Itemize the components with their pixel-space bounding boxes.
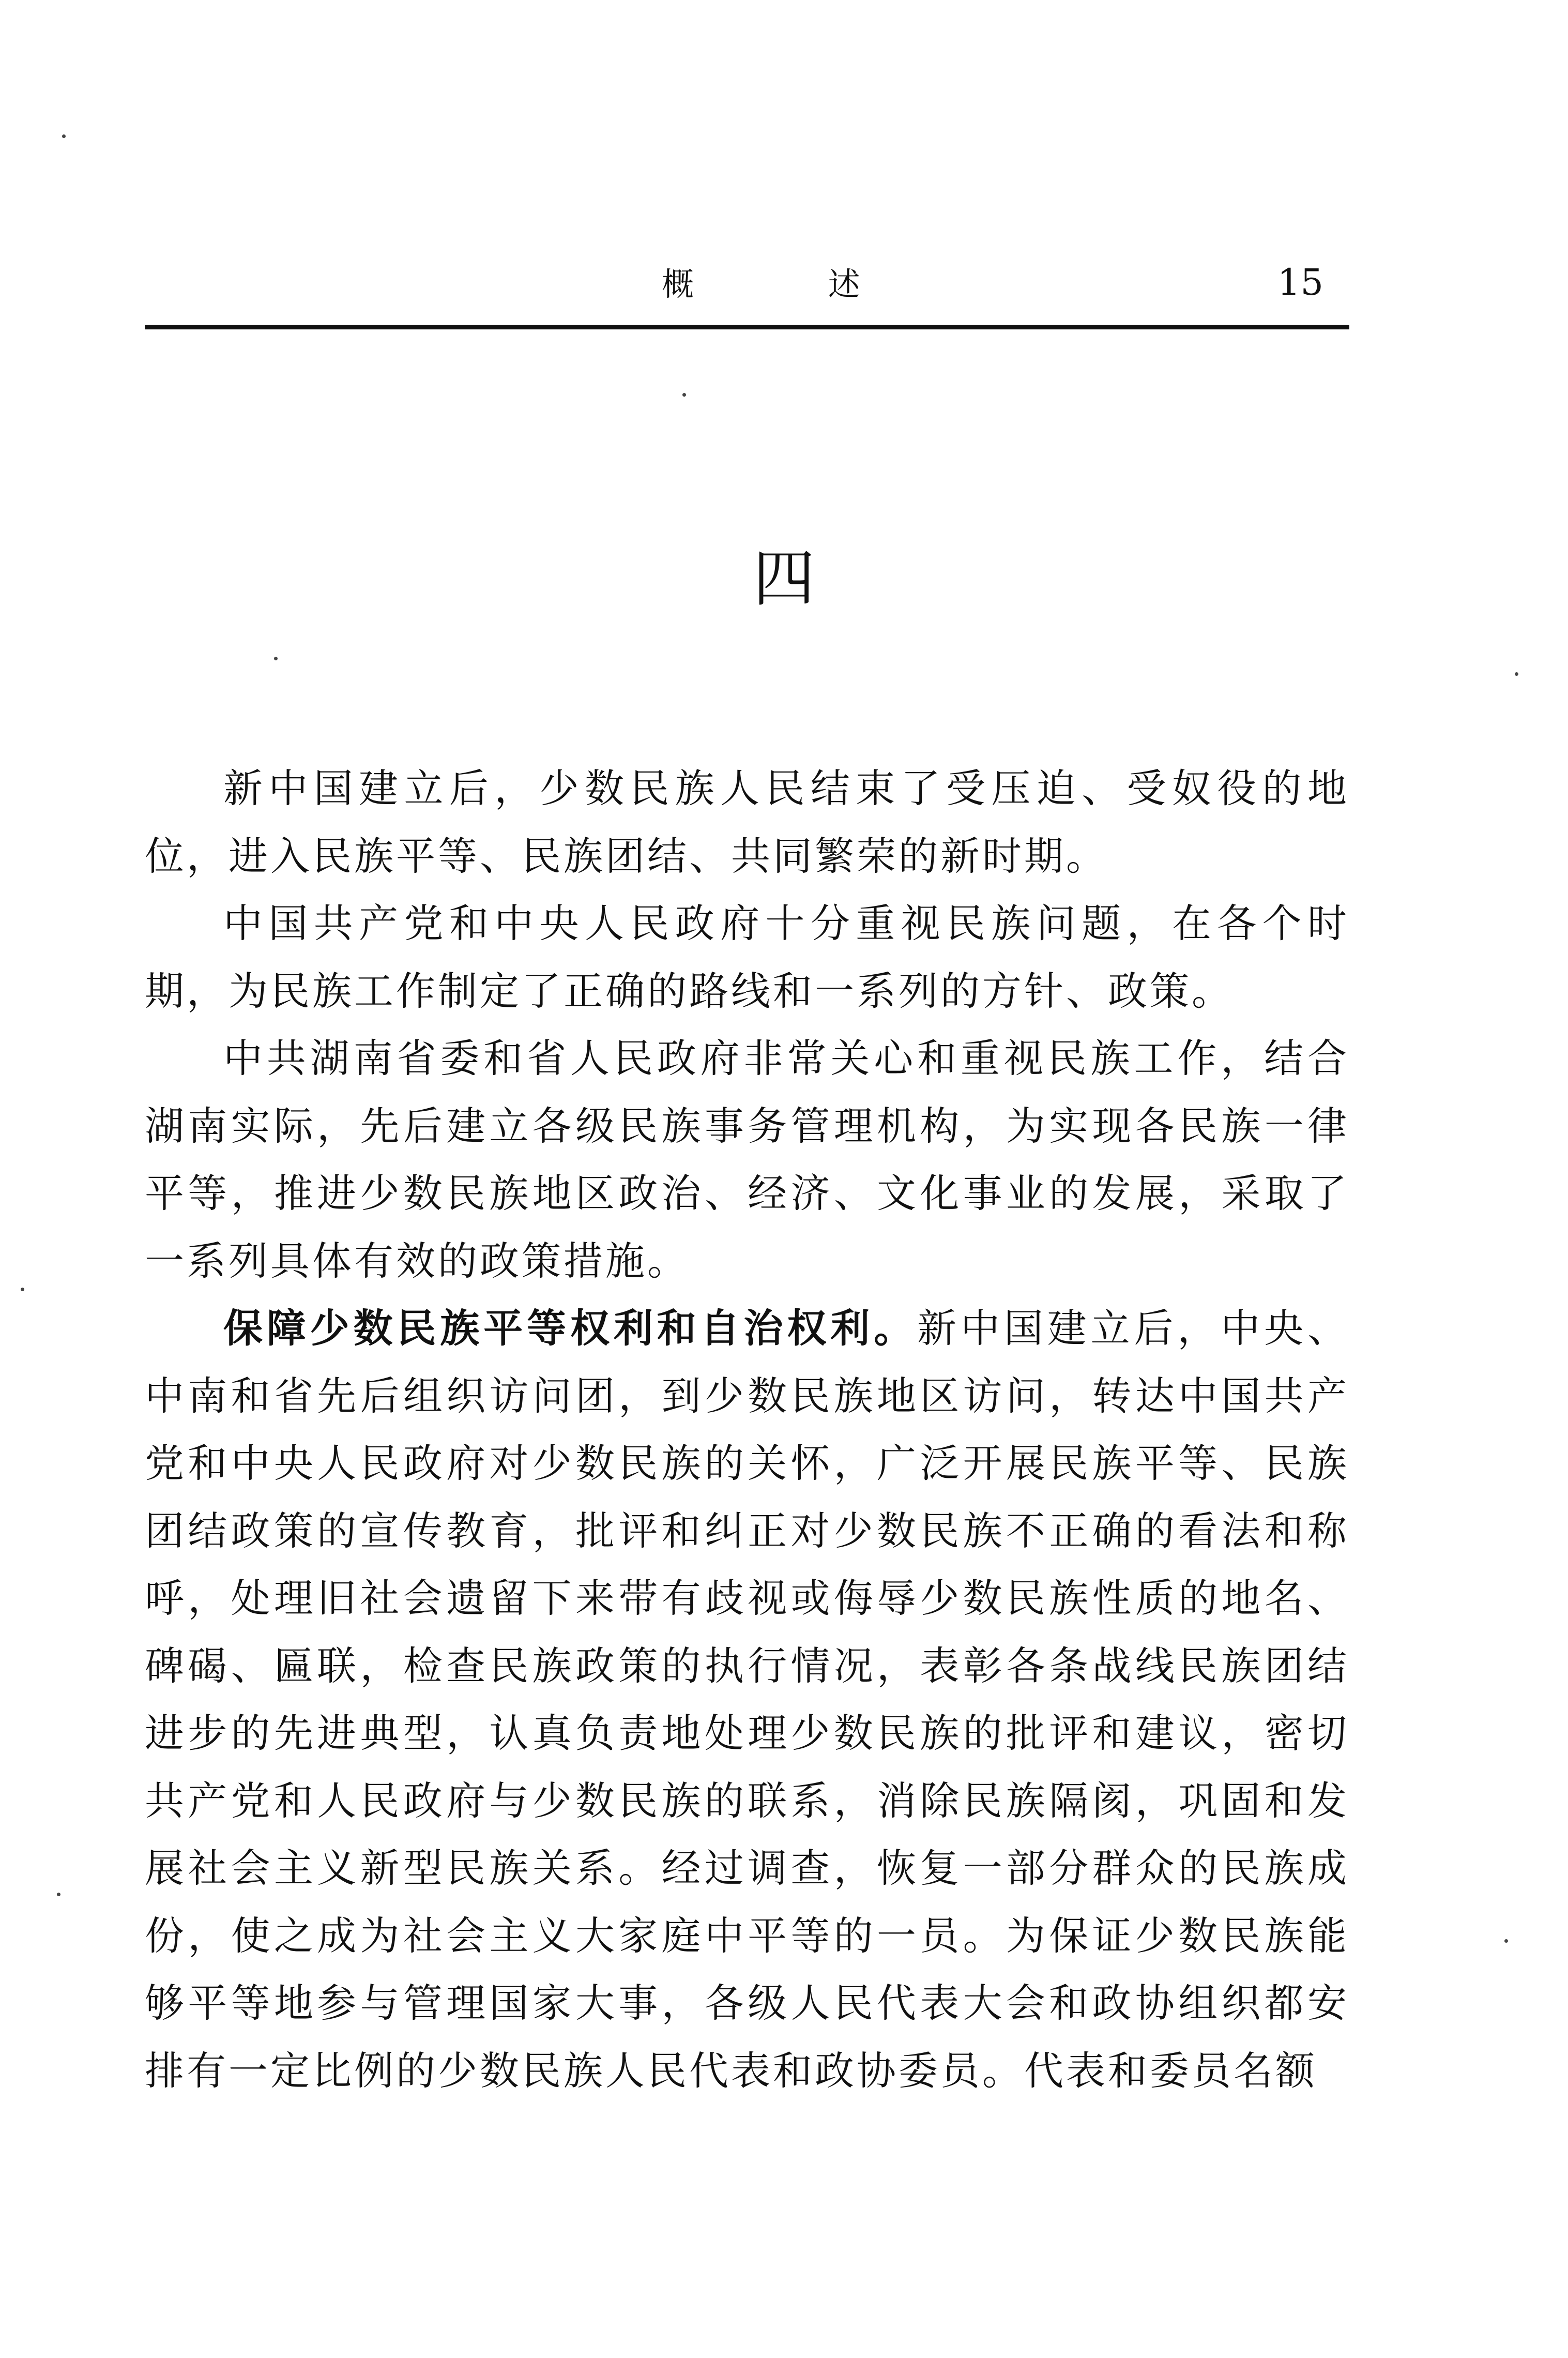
scan-speck — [62, 134, 66, 138]
scan-speck — [274, 657, 278, 660]
scan-speck — [1504, 1939, 1508, 1943]
page-number: 15 — [1277, 261, 1323, 304]
header-title: 概 述 — [662, 265, 922, 303]
paragraph-1 — [145, 755, 1349, 890]
header-rule — [145, 325, 1349, 329]
scan-speck — [1515, 672, 1518, 676]
paragraph-text: 新中国建立后，中央、中南和省先后组织访问团，到少数民族地区访问，转达中国共产党和中央人民政府对少数民族的关怀，广泛开展民族平等、民族团结政策的宣传教育，批评和纠正对少数民族不正确的看法和称呼，处理旧社会遗留下来带有歧视或侮辱少数民族性质的地名、碑碣、匾联，检查民族政策的执行情况，表彰各条战线民族团结进步的先进典型，认真负责地处理少数民族的批评和建议，密切共产党和人民政府与少数民族的联系，消除民族隔阂，巩固和发展社会主义新型民族关系。经过调查，恢复一部分群众的民族成份，使之成为社会主义大家庭中平等的一员。为保证少数民族能够平等地参与管理国家大事，各级人民代表大会和政协组织都安排有一定比例的少数民族人民代表和政协委员。代表和委员名额 — [145, 1305, 1350, 2094]
body-text — [145, 755, 1349, 2105]
scan-speck — [57, 1893, 60, 1896]
paragraph-3 — [145, 1025, 1349, 1295]
paragraph-text: 中共湖南省委和省人民政府非常关心和重视民族工作，结合湖南实际，先后建立各级民族事务管理机构，为实现各民族一律平等，推进少数民族地区政治、经济、文化事业的发展，采取了一系列具体有效的政策措施。 — [145, 1035, 1349, 1284]
running-header — [145, 259, 1349, 321]
paragraph-4 — [145, 1295, 1349, 2105]
paragraph-text: 新中国建立后，少数民族人民结束了受压迫、受奴役的地位，进入民族平等、民族团结、共同繁荣的新时期。 — [145, 765, 1349, 879]
paragraph-2 — [145, 890, 1349, 1025]
paragraph-text: 中国共产党和中央人民政府十分重视民族问题，在各个时期，为民族工作制定了正确的路线和一系列的方针、政策。 — [145, 900, 1349, 1014]
paragraph-lead: 保障少数民族平等权利和自治权利。 — [223, 1305, 918, 1351]
scan-speck — [21, 1288, 24, 1291]
section-number: 四 — [753, 543, 815, 615]
scan-speck — [682, 393, 686, 397]
